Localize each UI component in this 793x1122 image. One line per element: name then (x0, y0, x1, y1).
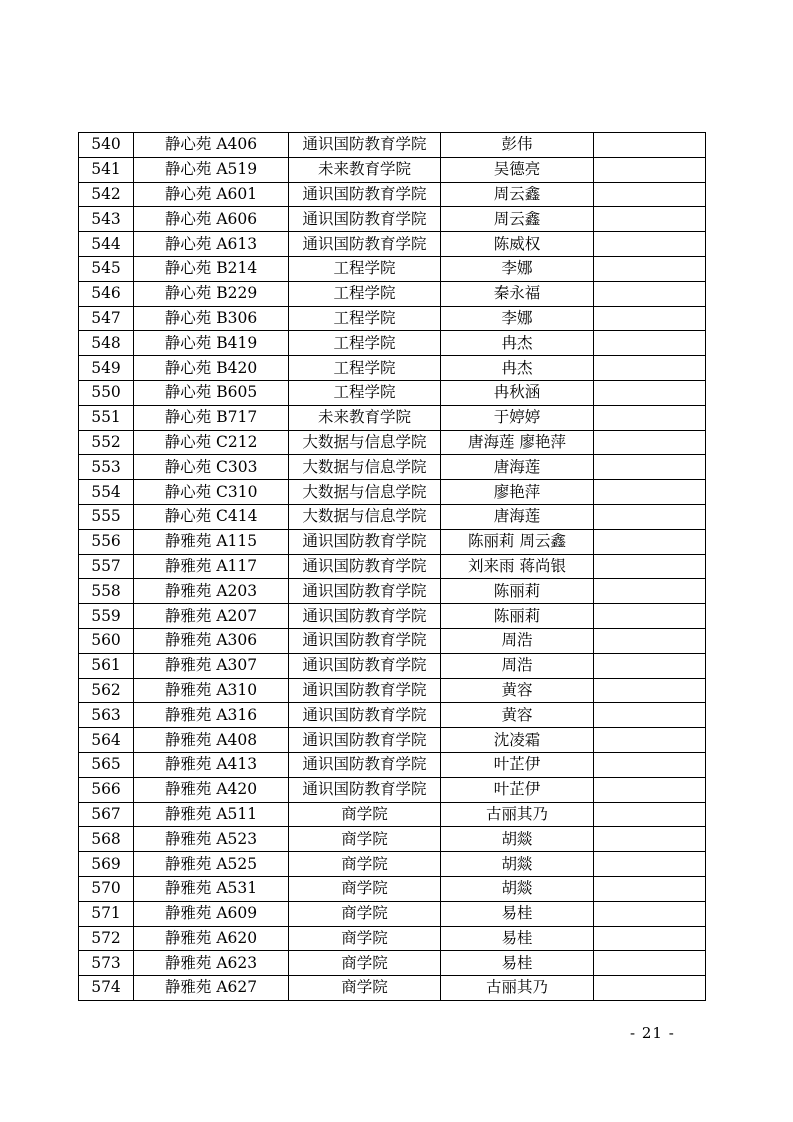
cell-name: 陈丽莉 (441, 604, 594, 629)
cell-number: 547 (79, 306, 134, 331)
cell-room: 静心苑 C303 (134, 455, 289, 480)
table-row (79, 281, 706, 306)
cell-note (594, 306, 706, 331)
cell-name: 唐海莲 (441, 455, 594, 480)
dormitory-roster-table (78, 132, 706, 1001)
cell-note (594, 653, 706, 678)
cell-note (594, 356, 706, 381)
cell-room: 静雅苑 A623 (134, 951, 289, 976)
cell-note (594, 876, 706, 901)
table-row (79, 802, 706, 827)
table-row (79, 430, 706, 455)
cell-college: 通识国防教育学院 (289, 207, 441, 232)
table-row (79, 653, 706, 678)
cell-name: 古丽其乃 (441, 976, 594, 1001)
cell-room: 静雅苑 A531 (134, 876, 289, 901)
cell-college: 工程学院 (289, 256, 441, 281)
cell-room: 静心苑 C414 (134, 504, 289, 529)
cell-room: 静雅苑 A203 (134, 579, 289, 604)
cell-college: 工程学院 (289, 356, 441, 381)
table-row (79, 480, 706, 505)
cell-note (594, 182, 706, 207)
cell-room: 静雅苑 A316 (134, 703, 289, 728)
cell-number: 542 (79, 182, 134, 207)
table-row (79, 182, 706, 207)
cell-college: 通识国防教育学院 (289, 777, 441, 802)
cell-room: 静心苑 C310 (134, 480, 289, 505)
cell-number: 541 (79, 157, 134, 182)
cell-name: 冉杰 (441, 356, 594, 381)
cell-number: 549 (79, 356, 134, 381)
cell-note (594, 529, 706, 554)
cell-name: 叶芷伊 (441, 777, 594, 802)
cell-college: 商学院 (289, 876, 441, 901)
cell-note (594, 331, 706, 356)
cell-note (594, 232, 706, 257)
table-row (79, 703, 706, 728)
cell-college: 商学院 (289, 852, 441, 877)
cell-name: 冉秋涵 (441, 380, 594, 405)
cell-number: 556 (79, 529, 134, 554)
cell-name: 古丽其乃 (441, 802, 594, 827)
cell-college: 工程学院 (289, 380, 441, 405)
cell-room: 静雅苑 A620 (134, 926, 289, 951)
table-row (79, 604, 706, 629)
cell-number: 546 (79, 281, 134, 306)
cell-note (594, 207, 706, 232)
cell-number: 545 (79, 256, 134, 281)
cell-name: 黄容 (441, 678, 594, 703)
table-row (79, 207, 706, 232)
cell-note (594, 752, 706, 777)
cell-college: 未来教育学院 (289, 405, 441, 430)
cell-college: 通识国防教育学院 (289, 529, 441, 554)
cell-room: 静心苑 B605 (134, 380, 289, 405)
cell-college: 工程学院 (289, 331, 441, 356)
table-row (79, 951, 706, 976)
cell-college: 商学院 (289, 901, 441, 926)
cell-college: 通识国防教育学院 (289, 579, 441, 604)
table-row (79, 554, 706, 579)
cell-name: 易桂 (441, 901, 594, 926)
cell-number: 559 (79, 604, 134, 629)
cell-note (594, 777, 706, 802)
cell-room: 静雅苑 A609 (134, 901, 289, 926)
cell-room: 静雅苑 A117 (134, 554, 289, 579)
cell-number: 571 (79, 901, 134, 926)
cell-name: 廖艳萍 (441, 480, 594, 505)
cell-college: 通识国防教育学院 (289, 628, 441, 653)
cell-name: 李娜 (441, 306, 594, 331)
cell-number: 564 (79, 728, 134, 753)
cell-room: 静心苑 C212 (134, 430, 289, 455)
cell-name: 秦永福 (441, 281, 594, 306)
cell-college: 工程学院 (289, 306, 441, 331)
cell-number: 574 (79, 976, 134, 1001)
cell-number: 573 (79, 951, 134, 976)
table-row (79, 306, 706, 331)
cell-note (594, 256, 706, 281)
cell-name: 胡燚 (441, 876, 594, 901)
roster-body (79, 133, 706, 1001)
table-row (79, 777, 706, 802)
cell-name: 李娜 (441, 256, 594, 281)
cell-number: 566 (79, 777, 134, 802)
cell-number: 570 (79, 876, 134, 901)
cell-number: 543 (79, 207, 134, 232)
cell-room: 静雅苑 A310 (134, 678, 289, 703)
cell-room: 静心苑 A613 (134, 232, 289, 257)
cell-note (594, 579, 706, 604)
table-row (79, 133, 706, 158)
cell-note (594, 157, 706, 182)
cell-name: 吴德亮 (441, 157, 594, 182)
cell-note (594, 852, 706, 877)
cell-college: 工程学院 (289, 281, 441, 306)
cell-name: 易桂 (441, 951, 594, 976)
cell-number: 558 (79, 579, 134, 604)
cell-college: 通识国防教育学院 (289, 752, 441, 777)
cell-college: 通识国防教育学院 (289, 232, 441, 257)
table-row (79, 256, 706, 281)
cell-room: 静心苑 A606 (134, 207, 289, 232)
cell-room: 静心苑 B420 (134, 356, 289, 381)
cell-college: 大数据与信息学院 (289, 430, 441, 455)
cell-college: 通识国防教育学院 (289, 678, 441, 703)
cell-college: 商学院 (289, 802, 441, 827)
cell-name: 叶芷伊 (441, 752, 594, 777)
cell-college: 通识国防教育学院 (289, 182, 441, 207)
cell-note (594, 628, 706, 653)
cell-name: 刘来雨 蒋尚银 (441, 554, 594, 579)
cell-note (594, 281, 706, 306)
cell-note (594, 380, 706, 405)
table-row (79, 579, 706, 604)
table-row (79, 728, 706, 753)
table-row (79, 678, 706, 703)
cell-name: 胡燚 (441, 852, 594, 877)
cell-number: 551 (79, 405, 134, 430)
cell-note (594, 976, 706, 1001)
cell-room: 静雅苑 A307 (134, 653, 289, 678)
cell-number: 560 (79, 628, 134, 653)
cell-college: 通识国防教育学院 (289, 604, 441, 629)
cell-college: 商学院 (289, 976, 441, 1001)
cell-college: 大数据与信息学院 (289, 504, 441, 529)
cell-note (594, 926, 706, 951)
cell-name: 彭伟 (441, 133, 594, 158)
cell-note (594, 703, 706, 728)
cell-college: 未来教育学院 (289, 157, 441, 182)
cell-note (594, 504, 706, 529)
cell-room: 静心苑 B306 (134, 306, 289, 331)
cell-name: 于婷婷 (441, 405, 594, 430)
cell-number: 562 (79, 678, 134, 703)
table-row (79, 529, 706, 554)
cell-name: 陈丽莉 周云鑫 (441, 529, 594, 554)
cell-college: 通识国防教育学院 (289, 728, 441, 753)
cell-college: 大数据与信息学院 (289, 455, 441, 480)
cell-number: 553 (79, 455, 134, 480)
cell-room: 静雅苑 A115 (134, 529, 289, 554)
cell-room: 静雅苑 A525 (134, 852, 289, 877)
table-row (79, 976, 706, 1001)
cell-number: 550 (79, 380, 134, 405)
table-row (79, 752, 706, 777)
cell-college: 商学院 (289, 926, 441, 951)
cell-room: 静雅苑 A511 (134, 802, 289, 827)
table-row (79, 455, 706, 480)
cell-room: 静心苑 B717 (134, 405, 289, 430)
cell-number: 555 (79, 504, 134, 529)
table-row (79, 504, 706, 529)
cell-name: 周云鑫 (441, 207, 594, 232)
table-row (79, 901, 706, 926)
cell-college: 商学院 (289, 951, 441, 976)
cell-number: 548 (79, 331, 134, 356)
cell-room: 静雅苑 A413 (134, 752, 289, 777)
cell-room: 静雅苑 A408 (134, 728, 289, 753)
cell-note (594, 802, 706, 827)
cell-number: 568 (79, 827, 134, 852)
cell-college: 通识国防教育学院 (289, 653, 441, 678)
cell-note (594, 951, 706, 976)
table-row (79, 356, 706, 381)
cell-number: 572 (79, 926, 134, 951)
cell-note (594, 678, 706, 703)
cell-number: 544 (79, 232, 134, 257)
cell-number: 554 (79, 480, 134, 505)
cell-note (594, 728, 706, 753)
cell-college: 商学院 (289, 827, 441, 852)
cell-number: 552 (79, 430, 134, 455)
cell-note (594, 480, 706, 505)
cell-room: 静雅苑 A420 (134, 777, 289, 802)
cell-college: 通识国防教育学院 (289, 554, 441, 579)
cell-number: 567 (79, 802, 134, 827)
table-row (79, 926, 706, 951)
cell-room: 静雅苑 A627 (134, 976, 289, 1001)
cell-college: 通识国防教育学院 (289, 133, 441, 158)
cell-college: 大数据与信息学院 (289, 480, 441, 505)
cell-name: 周浩 (441, 653, 594, 678)
page-number: - 21 - (630, 1024, 675, 1042)
table-row (79, 157, 706, 182)
cell-number: 563 (79, 703, 134, 728)
cell-note (594, 133, 706, 158)
cell-note (594, 901, 706, 926)
cell-name: 唐海莲 (441, 504, 594, 529)
table-row (79, 405, 706, 430)
table-row (79, 876, 706, 901)
table-row (79, 331, 706, 356)
cell-room: 静雅苑 A523 (134, 827, 289, 852)
cell-name: 周云鑫 (441, 182, 594, 207)
cell-number: 565 (79, 752, 134, 777)
table-row (79, 380, 706, 405)
cell-name: 沈凌霜 (441, 728, 594, 753)
cell-name: 唐海莲 廖艳萍 (441, 430, 594, 455)
cell-number: 557 (79, 554, 134, 579)
cell-room: 静心苑 B229 (134, 281, 289, 306)
cell-note (594, 430, 706, 455)
cell-number: 569 (79, 852, 134, 877)
cell-room: 静心苑 A406 (134, 133, 289, 158)
cell-college: 通识国防教育学院 (289, 703, 441, 728)
cell-name: 胡燚 (441, 827, 594, 852)
cell-room: 静雅苑 A306 (134, 628, 289, 653)
cell-number: 540 (79, 133, 134, 158)
table-row (79, 232, 706, 257)
cell-name: 陈丽莉 (441, 579, 594, 604)
cell-note (594, 455, 706, 480)
cell-note (594, 405, 706, 430)
cell-note (594, 827, 706, 852)
cell-room: 静心苑 B214 (134, 256, 289, 281)
cell-room: 静心苑 A519 (134, 157, 289, 182)
cell-name: 易桂 (441, 926, 594, 951)
cell-name: 黄容 (441, 703, 594, 728)
cell-name: 陈威权 (441, 232, 594, 257)
cell-room: 静心苑 B419 (134, 331, 289, 356)
cell-note (594, 554, 706, 579)
table-row (79, 852, 706, 877)
cell-room: 静心苑 A601 (134, 182, 289, 207)
table-row (79, 628, 706, 653)
cell-name: 周浩 (441, 628, 594, 653)
cell-room: 静雅苑 A207 (134, 604, 289, 629)
table-row (79, 827, 706, 852)
cell-name: 冉杰 (441, 331, 594, 356)
cell-number: 561 (79, 653, 134, 678)
cell-note (594, 604, 706, 629)
